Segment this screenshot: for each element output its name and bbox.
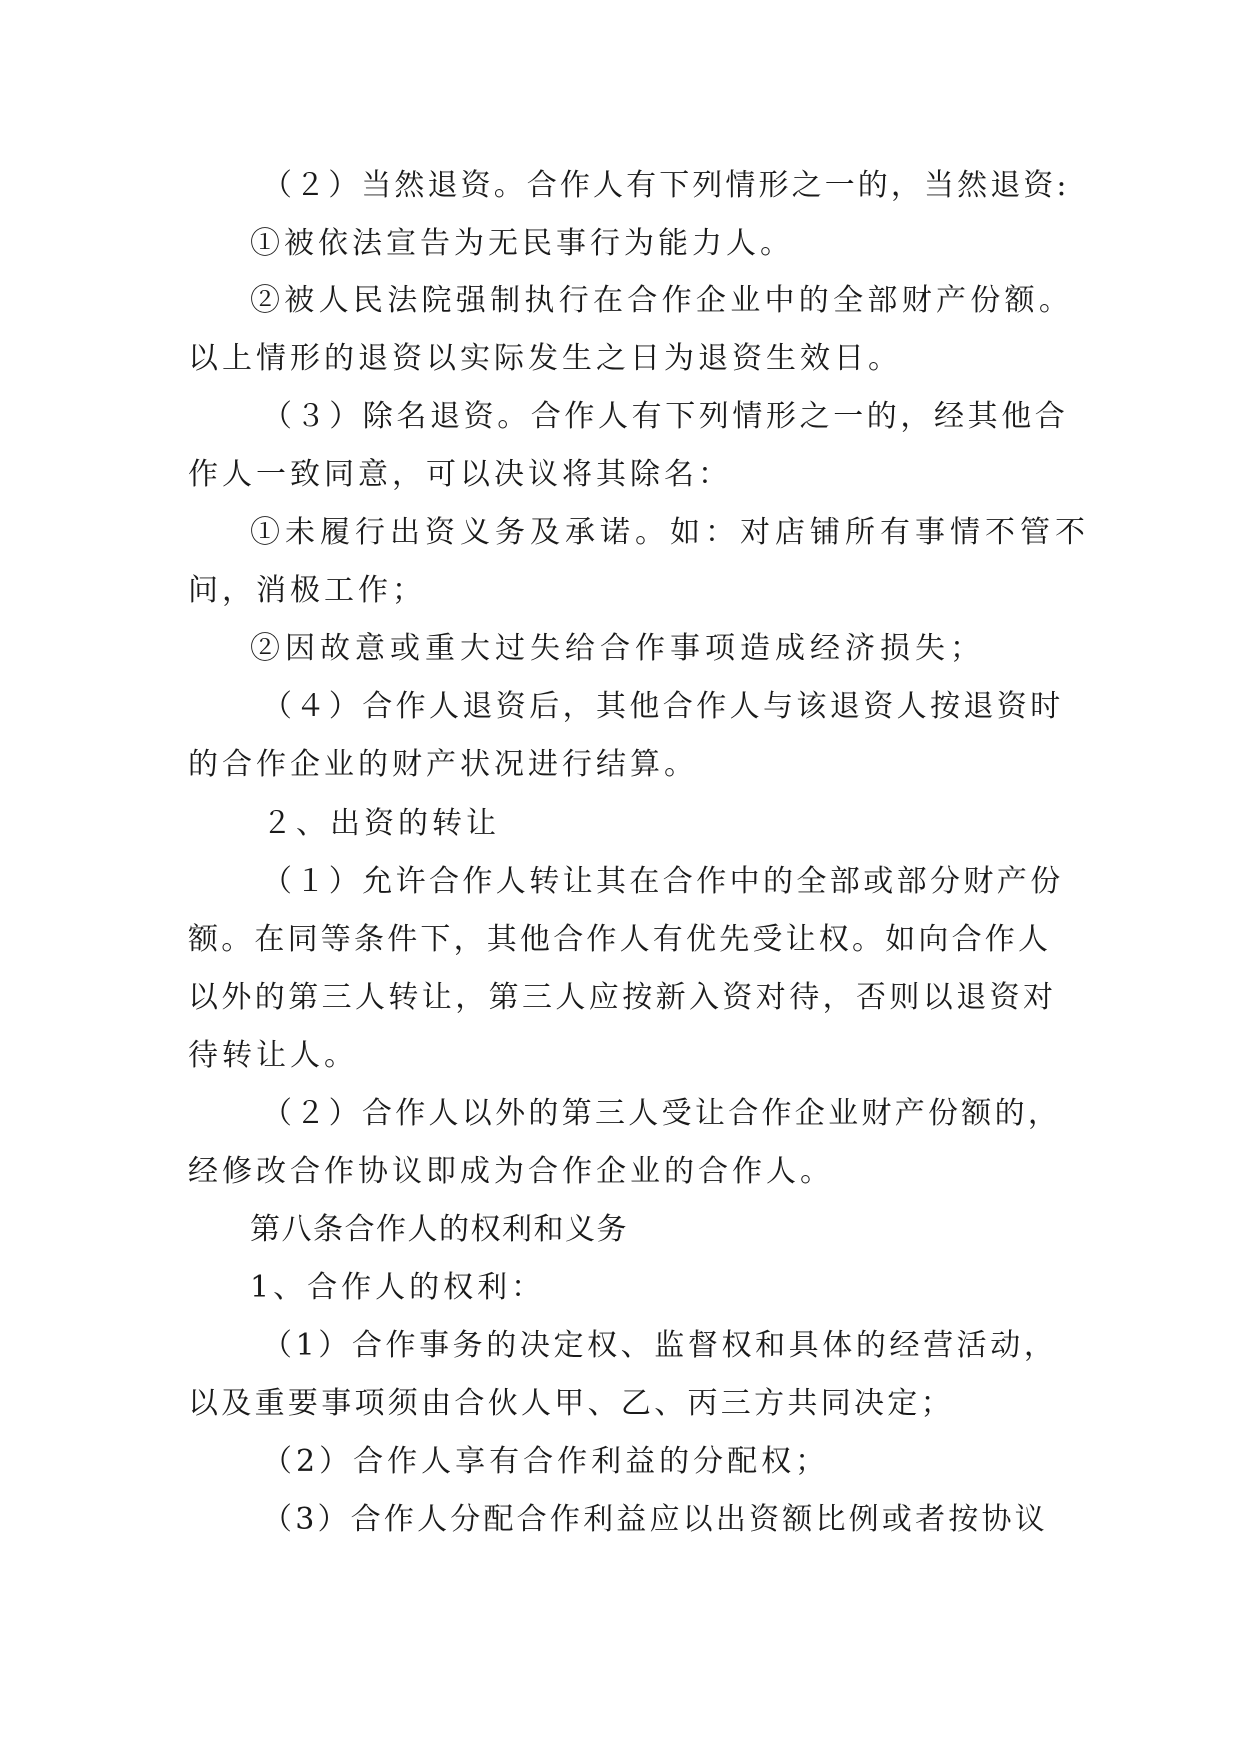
text-line: （3）合作人分配合作利益应以出资额比例或者按协议 [262, 1502, 1048, 1537]
text-line: （１）允许合作人转让其在合作中的全部或部分财产份 [262, 864, 1064, 899]
text-line: ①被依法宣告为无民事行为能力人。 [250, 226, 794, 261]
article-heading: 第八条合作人的权利和义务 [250, 1212, 628, 1247]
text-line: ②因故意或重大过失给合作事项造成经济损失； [250, 631, 985, 666]
text-line: 待转让人。 [188, 1038, 358, 1073]
text-line: 以及重要事项须由合伙人甲、乙、丙三方共同决定； [188, 1386, 954, 1421]
text-line: ②被人民法院强制执行在合作企业中的全部财产份额。 [250, 283, 1074, 318]
text-line: 作人一致同意，可以决议将其除名： [188, 457, 732, 492]
section-heading: 1、合作人的权利： [250, 1270, 546, 1305]
text-line: 经修改合作协议即成为合作企业的合作人。 [188, 1154, 834, 1189]
text-line: （３）除名退资。合作人有下列情形之一的，经其他合 [262, 399, 1069, 434]
text-line: 以外的第三人转让，第三人应按新入资对待，否则以退资对 [188, 980, 1057, 1015]
section-heading: ２、出资的转让 [262, 806, 500, 841]
text-line: （４）合作人退资后，其他合作人与该退资人按退资时 [262, 689, 1064, 724]
text-line: （2）合作人享有合作利益的分配权； [262, 1444, 830, 1479]
text-line: （1）合作事务的决定权、监督权和具体的经营活动， [262, 1328, 1058, 1363]
text-line: 以上情形的退资以实际发生之日为退资生效日。 [188, 341, 902, 376]
text-line: （２）当然退资。合作人有下列情形之一的，当然退资: [262, 168, 1070, 203]
text-line: ①未履行出资义务及承诺。如：对店铺所有事情不管不 [250, 515, 1090, 550]
text-line: 的合作企业的财产状况进行结算。 [188, 747, 698, 782]
text-line: 问，消极工作； [188, 573, 426, 608]
text-line: （２）合作人以外的第三人受让合作企业财产份额的， [262, 1096, 1062, 1131]
text-line: 额。在同等条件下，其他合作人有优先受让权。如向合作人 [188, 922, 1052, 957]
